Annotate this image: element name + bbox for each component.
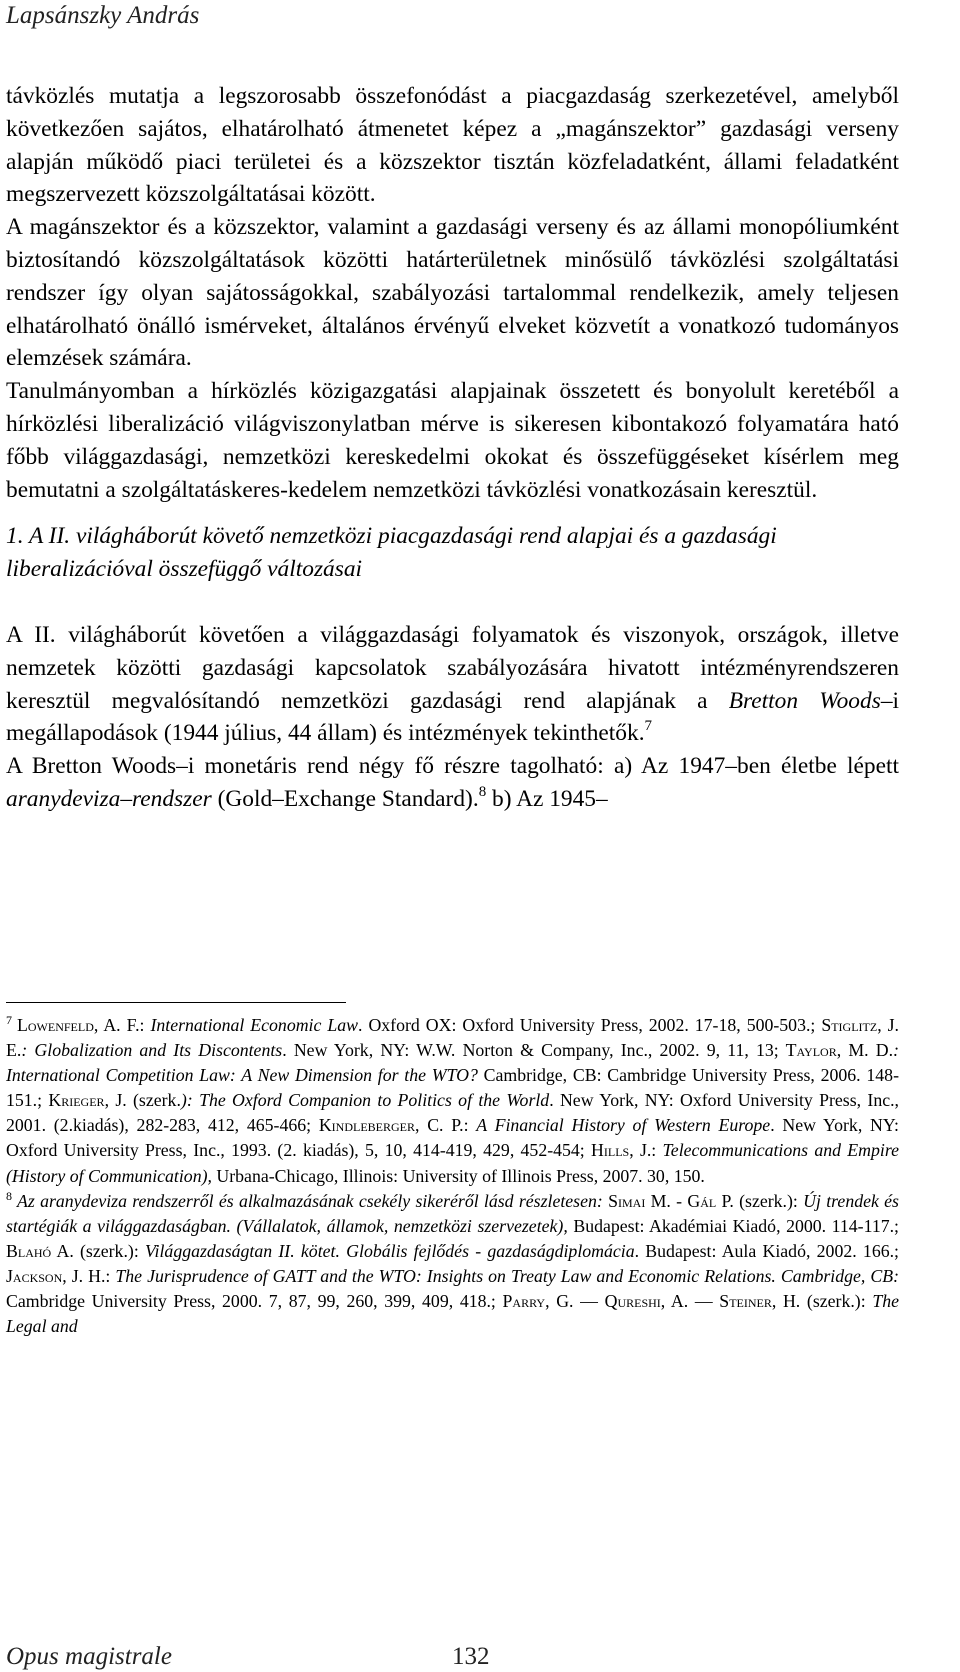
text-segment: . New York, NY: Oxford University Press, Inc., 1993. (2. kiadás), 5, 10, 414-419, 429, 452-454; H (6, 1115, 899, 1161)
text-segment: . Budapest: Aula Kiadó, 2002. 166.; J (6, 1240, 899, 1286)
paragraph-5-text-a: A Bretton Woods–i monetáris rend négy fő részre tagolható: a) Az 1947–ben életbe lépett (6, 753, 899, 780)
paragraph-5-italic: aranydeviza–rendszer (6, 785, 212, 812)
footnote-7-number: 7 (6, 1013, 12, 1027)
footnote-7-text (6, 1015, 899, 1186)
paragraph-4-text-b: –i megállapodások (1944 július, 44 állam) és intézmények tekinthetők. (6, 687, 900, 747)
italic-segment: Az aranydeviza rendszerről és alkalmazásának csekély sikeréről lásd részletesen: (17, 1190, 609, 1211)
footer-series-title: Opus magistrale (6, 1643, 172, 1670)
text-segment: M. - G (645, 1190, 701, 1211)
small-caps-segment: indleberger (331, 1115, 415, 1136)
small-caps-segment: ackson (12, 1265, 63, 1286)
paragraph-5 (6, 750, 899, 816)
section-heading: 1. A II. világháborút követő nemzetközi piacgazdasági rend alapjai és a gazdasági liberalizációval összefüggő változásai (6, 523, 777, 583)
text-segment: , A. — S (660, 1291, 730, 1312)
small-caps-segment: owenfeld (27, 1015, 94, 1035)
text-segment: Urbana-Chicago, Illinois: University of Illinois Press, 2007. 30, 150. (211, 1165, 705, 1186)
text-segment: Budapest: Akadémiai Kiadó, 2000. 114-117.; B (6, 1215, 899, 1261)
small-caps-segment: ills (603, 1140, 630, 1161)
text-segment: S (608, 1190, 618, 1211)
footnote-ref-8[interactable]: 8 (478, 783, 487, 800)
paragraph-3: Tanulmányomban a hírközlés közigazgatási alapjainak összetett és bonyolult keretéből a hírközlési liberalizáció világviszonylatban mérve is sikeresen kibontakozó folyamatára ható főbb világgazdasági, nemzetközi kereskedelmi okokat és összefüggéseket kísérlem meg bemutatni a szolgáltatáskeres-kedelem nemzetközi távközlési vonatkozásain keresztül. (6, 378, 899, 503)
small-caps-segment: aylor (796, 1040, 837, 1061)
text-segment: L (17, 1015, 28, 1035)
footnote-8 (6, 1189, 899, 1340)
paragraph-4 (6, 619, 899, 750)
small-caps-segment: ál (700, 1190, 717, 1211)
italic-segment: : International Competition Law: A New Dimension for the WTO? (6, 1040, 899, 1086)
text-segment: , J. E. (6, 1015, 900, 1061)
text-segment: , H. (szerk.): (771, 1291, 873, 1312)
text-segment: . New York, NY: W.W. Norton & Company, Inc., 2002. 9, 11, 13; T (282, 1040, 797, 1061)
main-body-text (6, 80, 899, 816)
italic-segment: A Financial History of Western Europe (476, 1115, 771, 1136)
text-segment: . New York, NY: Oxford University Press, Inc., 2001. (2.kiadás), 282-283, 412, 465-466; K (6, 1090, 899, 1136)
text-segment: , J. (szerk. (104, 1090, 181, 1111)
paragraph-5-text-c: b) Az 1945– (486, 785, 608, 812)
footnote-8-text (6, 1188, 899, 1337)
footnote-7 (6, 1013, 899, 1189)
italic-segment: ): The Oxford Companion to Politics of the World (180, 1090, 550, 1111)
text-segment: Cambridge University Press, 2000. 7, 87, 99, 260, 399, 409, 418.; P (6, 1291, 513, 1312)
text-segment: , G. — Q (545, 1291, 618, 1312)
paragraph-4-text-a: A II. világháborút követően a világgazdasági folyamatok és viszonyok, országok, illetve nemzetek közötti gazdasági kapcsolatok szabályozására hivatott intézményrendszeren keresztül megvalósítandó nemzetközi gazdasági rend alapjának a (6, 621, 899, 714)
footnote-separator (6, 1002, 346, 1003)
footnotes (6, 1013, 899, 1339)
paragraph-4-italic: Bretton Woods (728, 687, 881, 714)
small-caps-segment: rieger (61, 1090, 105, 1111)
small-caps-segment: arry (512, 1291, 546, 1312)
paragraph-2: A magánszektor és a közszektor, valamint a gazdasági verseny és az állami monopóliumként biztosítandó közszolgáltatások közötti határterületnek minősülő távközlési szolgáltatási rendszer így olyan sajátosságokkal, szabályozási tartalommal rendelkezik, amely teljesen elhatárolható önálló ismérveket, általános érvényű elveket közvetít a vonatkozó tudományos elemzések számára. (6, 214, 899, 372)
page-number: 132 (452, 1643, 490, 1670)
italic-segment: The Legal and (6, 1291, 899, 1337)
paragraph-5-text-b: (Gold–Exchange Standard). (211, 785, 479, 812)
text-segment: , C. P.: (415, 1115, 477, 1136)
small-caps-segment: tiglitz (831, 1015, 878, 1035)
text-segment: P. (szerk.): (716, 1190, 804, 1211)
text-segment: . Oxford OX: Oxford University Press, 2002. 17-18, 500-503.; S (358, 1015, 832, 1035)
italic-segment: Telecommunications and Empire (History of Communication), (6, 1140, 899, 1186)
small-caps-segment: imai (617, 1190, 646, 1211)
small-caps-segment: lahó (17, 1240, 52, 1261)
italic-segment: The Jurisprudence of GATT and the WTO: Insights on Treaty Law and Economic Relations. Cambridge, CB: (115, 1265, 899, 1286)
footnote-8-number: 8 (6, 1188, 12, 1203)
small-caps-segment: ureshi (617, 1291, 661, 1312)
running-header-author: Lapsánszky András (6, 2, 200, 29)
paragraph-1: távközlés mutatja a legszorosabb összefonódást a piacgazdaság szerkezetével, amelyből következően sajátos, elhatárolható átmenetet képez a „magánszektor” gazdasági verseny alapján működő piaci területei és a közszektor tisztán közfeladatként, állami feladatként megszervezett közszolgáltatásai között. (6, 83, 899, 208)
text-segment: A. (szerk.): (51, 1240, 146, 1261)
italic-segment: Világgazdaságtan II. kötet. Globális fejlődés - gazdaságdiplomácia (145, 1240, 635, 1261)
italic-segment: Új trendek és startégiák a világgazdaságban. (Vállalatok, államok, nemzetközi szervezetek), (6, 1190, 899, 1236)
text-segment: , M. D. (836, 1040, 894, 1061)
italic-segment: International Economic Law (150, 1015, 359, 1035)
italic-segment: : Globalization and Its Discontents (21, 1040, 283, 1061)
text-segment: , J.: (629, 1140, 663, 1161)
text-segment: Cambridge, CB: Cambridge University Press, 2006. 148-151.; K (6, 1065, 899, 1111)
text-segment: , A. F.: (93, 1015, 151, 1035)
small-caps-segment: teiner (729, 1291, 772, 1312)
footnote-ref-7[interactable]: 7 (644, 718, 653, 735)
text-segment: , J. H.: (62, 1265, 116, 1286)
